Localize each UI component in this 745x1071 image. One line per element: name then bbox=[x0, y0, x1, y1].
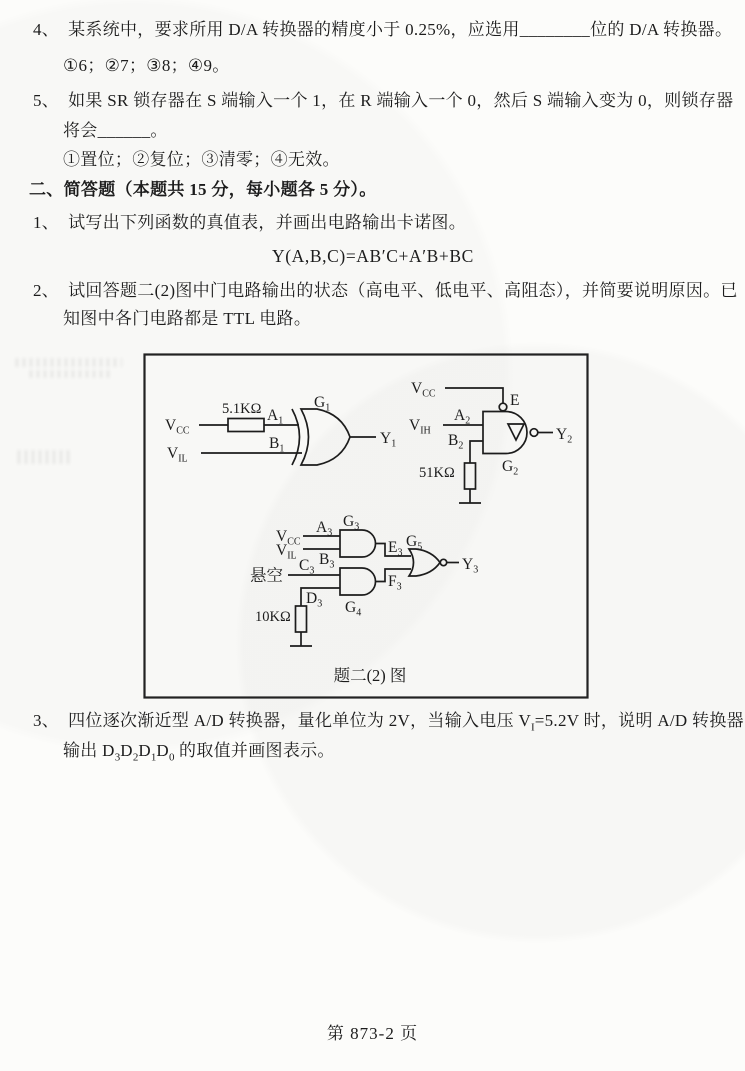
and-gate-g4-body bbox=[340, 568, 376, 595]
circuit-diagram bbox=[143, 353, 589, 699]
section2-q1-text: 试写出下列函数的真值表，并画出电路输出卡诺图。 bbox=[68, 213, 467, 232]
label-c3: $C_3$ bbox=[299, 557, 315, 577]
label-vcc-g2: $V_{CC}$ bbox=[411, 380, 436, 400]
question-4-number: 4、 bbox=[33, 20, 60, 39]
xor-gate-body bbox=[301, 409, 350, 465]
label-d3: $D_3$ bbox=[306, 590, 323, 610]
section2-q2-text: 试回答题二(2)图中门电路输出的状态（高电平、低电平、高阻态），并简要说明原因。已 bbox=[68, 281, 738, 300]
question-4-line1 bbox=[33, 20, 732, 39]
figure-caption: 题二(2) 图 bbox=[333, 666, 407, 685]
label-vil-g3: $V_{IL}$ bbox=[276, 542, 297, 562]
label-a3: $A_3$ bbox=[316, 519, 333, 539]
label-g3: $G_3$ bbox=[343, 513, 360, 533]
label-10-kohm: 10KΩ bbox=[255, 609, 291, 625]
label-vil-g1: $V_{IL}$ bbox=[167, 445, 188, 465]
question-5-options: ①置位；②复位；③清零；④无效。 bbox=[63, 150, 340, 169]
section2-q2-line2: 知图中各门电路都是 TTL 电路。 bbox=[63, 309, 312, 328]
figure-题二2 bbox=[143, 353, 589, 704]
wire bbox=[445, 388, 503, 403]
section-2-heading: 二、简答题（本题共 15 分，每小题各 5 分）。 bbox=[29, 180, 377, 199]
question-5-line2: 将会______。 bbox=[63, 121, 168, 140]
section2-q3-text: 四位逐次渐近型 A/D 转换器，量化单位为 2V，当输入电压 $V_I=5.2V$ 时，说明 A/D 转换器 bbox=[68, 711, 744, 734]
section2-q3-line2: 输出 $D_3D_2D_1D_0$ 的取值并画图表示。 bbox=[63, 741, 335, 764]
label-5-1-kohm: 5.1KΩ bbox=[222, 401, 262, 417]
label-g1: $G_1$ bbox=[314, 394, 331, 414]
scan-smudge bbox=[16, 358, 122, 367]
label-e: E bbox=[510, 392, 520, 409]
scan-smudge bbox=[18, 450, 70, 464]
label-g4: $G_4$ bbox=[345, 599, 362, 619]
label-e3: $E_3$ bbox=[388, 539, 403, 559]
resistor-symbol bbox=[296, 606, 307, 632]
question-5-number: 5、 bbox=[33, 91, 60, 110]
label-vcc-g1: $V_{CC}$ bbox=[165, 417, 190, 437]
output-bubble bbox=[530, 429, 538, 437]
label-g2: $G_2$ bbox=[502, 458, 519, 478]
section2-q3-number: 3、 bbox=[33, 711, 60, 730]
resistor-symbol bbox=[465, 463, 476, 489]
label-b1: $B_1$ bbox=[269, 435, 285, 455]
gate-g2-tristate-circuit bbox=[409, 380, 572, 503]
boolean-function-formula: Y(A,B,C)=AB′C+A′B+BC bbox=[272, 246, 474, 266]
label-vcc-g3: $V_{CC}$ bbox=[276, 528, 301, 548]
enable-bubble bbox=[499, 403, 507, 411]
gate-g1-xor-circuit bbox=[165, 394, 396, 465]
xor-input-arc bbox=[292, 409, 300, 465]
label-y1: $Y_1$ bbox=[380, 430, 397, 450]
wire bbox=[470, 441, 483, 463]
page-number: 第 873-2 页 bbox=[326, 1024, 419, 1043]
resistor-symbol bbox=[228, 419, 264, 432]
label-g5: $G_5$ bbox=[406, 533, 423, 553]
section2-q3-line1 bbox=[33, 711, 744, 737]
section2-q2-number: 2、 bbox=[33, 281, 60, 300]
section2-q2-line1 bbox=[33, 281, 738, 300]
label-a2: $A_2$ bbox=[454, 407, 471, 427]
scan-smudge bbox=[30, 370, 110, 378]
question-4-options: ①6；②7；③8；④9。 bbox=[63, 56, 230, 75]
section2-q1-number: 1、 bbox=[33, 213, 60, 232]
label-y3: $Y_3$ bbox=[462, 556, 479, 576]
label-f3: $F_3$ bbox=[388, 573, 402, 593]
question-5-line1 bbox=[33, 91, 733, 110]
label-a1: $A_1$ bbox=[267, 407, 284, 427]
gate-g3-g4-g5-circuit bbox=[250, 513, 478, 646]
and-gate-g3-body bbox=[340, 530, 376, 557]
tristate-triangle-symbol bbox=[508, 424, 524, 440]
question-4-text: 某系统中，要求所用 D/A 转换器的精度小于 0.25%，应选用________位的 D/A 转换器。 bbox=[68, 20, 733, 39]
nor-gate-g5-body bbox=[409, 549, 440, 576]
label-b3: $B_3$ bbox=[319, 551, 335, 571]
output-bubble bbox=[440, 559, 446, 565]
label-y2: $Y_2$ bbox=[556, 426, 573, 446]
label-vih: $V_{IH}$ bbox=[409, 417, 431, 437]
label-51-kohm: 51KΩ bbox=[419, 465, 455, 481]
figure-border bbox=[145, 355, 588, 698]
label-b2: $B_2$ bbox=[448, 432, 464, 452]
question-5-text: 如果 SR 锁存器在 S 端输入一个 1，在 R 端输入一个 0，然后 S 端输入变为 0，则锁存器 bbox=[68, 91, 734, 110]
section2-q1-line1 bbox=[33, 213, 466, 232]
label-floating: 悬空 bbox=[250, 566, 283, 585]
